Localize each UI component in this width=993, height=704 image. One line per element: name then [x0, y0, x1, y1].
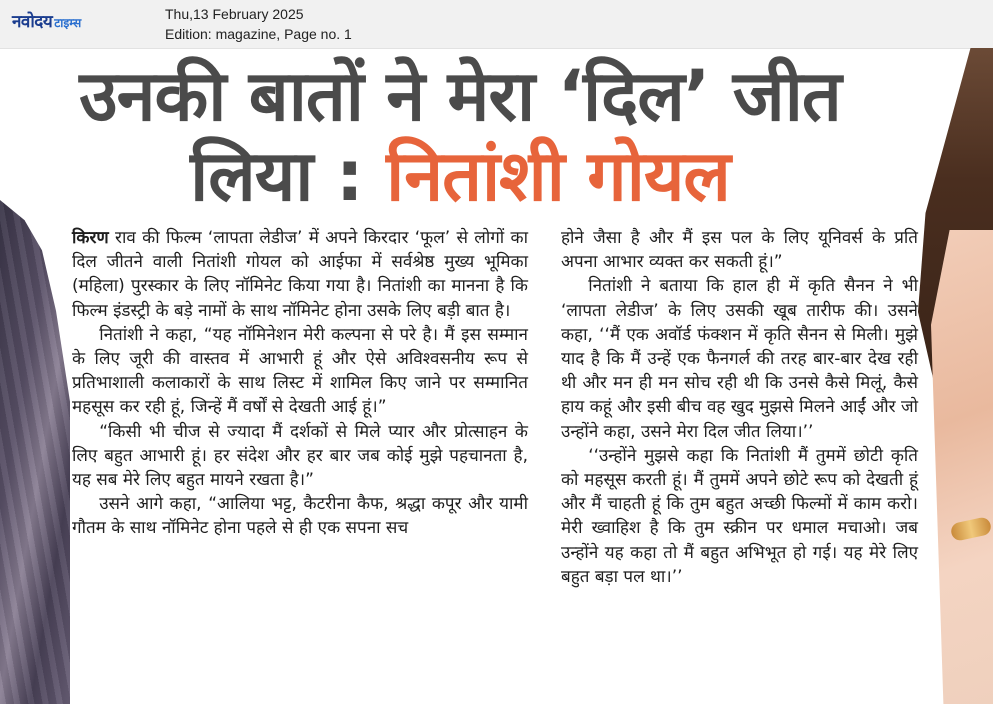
left-photo-fabric-folds [0, 200, 70, 704]
newspaper-logo[interactable] [12, 9, 81, 31]
right-photo-hand [931, 230, 993, 704]
paragraph-4: उसने आगे कहा, “आलिया भट्ट, कैटरीना कैफ, श्रद्धा कपूर और यामी गौतम के साथ नॉमिनेट होना पहले से ही एक सपना सच [72, 494, 528, 539]
edition-page: Edition: magazine, Page no. 1 [165, 26, 352, 42]
top-bar [0, 0, 993, 49]
headline-line2-prefix: लिया : [190, 135, 387, 217]
edition-info [165, 4, 352, 44]
edition-date: Thu,13 February 2025 [165, 6, 304, 22]
logo-main-text: नवोदय [12, 12, 53, 32]
article-column-left [72, 226, 528, 541]
headline-accent-name: नितांशी गोयल [386, 135, 730, 217]
paragraph-6: नितांशी ने बताया कि हाल ही में कृति सैनन ने भी ‘लापता लेडीज’ के लिए उसकी खूब तारीफ की। उसने कहा, ‘‘मैं एक अवॉर्ड फंक्शन में कृति सैनन से मिली। मुझे याद है कि मैं उन्हें एक फैनगर्ल की तरह बार-बार देख रही थी और मन ही मन सोच रही थी कि उनसे कैसे मिलूं, कैसे हाय कहूं और इसी बीच वह खुद मुझसे मिलने आईं और जो उन्होंने कहा, उसने मेरा दिल जीत लिया।’’ [561, 276, 918, 442]
headline-line1: उनकी बातों ने मेरा ‘दिल’ जीत [79, 55, 841, 137]
headline-line2 [0, 136, 920, 216]
paragraph-2: नितांशी ने कहा, “यह नॉमिनेशन मेरी कल्पना से परे है। मैं इस सम्मान के लिए जूरी की वास्तव में आभारी हूं और ऐसे अविश्वसनीय रूप से प्रतिभाशाली कलाकारों के साथ लिस्ट में शामिल किए जाने पर सम्मानित महसूस कर रही हूं, जिन्हें मैं वर्षों से देखती आई हूं।” [72, 324, 528, 418]
paragraph-7: ‘‘उन्होंने मुझसे कहा कि नितांशी मैं तुममें छोटी कृति को महसूस करती हूं। मैं तुममें अपने छोटे रूप को देखती हूं और मैं चाहती हूं कि तुम बहुत अच्छी फिल्मों में काम करो। मेरी ख्वाहिश है कि तुम स्क्रीन पर धमाल मचाओ। जब उन्होंने यह कहा तो मैं बहुत अभिभूत हो गई। यह मेरे लिए बहुत बड़ा पल था।’’ [561, 445, 918, 587]
paragraph-1-text: राव की फिल्म ‘लापता लेडीज’ में अपने किरदार ‘फूल’ से लोगों का दिल जीतने वाली नितांशी गोयल को आईफा में सर्वश्रेष्ठ मुख्य भूमिका (महिला) पुरस्कार के लिए नॉमिनेट किया गया है। नितांशी का मानना है कि फिल्म इंडस्ट्री के बड़े नामों के साथ नॉमिनेट होना उसके लिए बड़ी बात है। [72, 228, 528, 321]
article-headline [0, 56, 920, 216]
paragraph-5: होने जैसा है और मैं इस पल के लिए यूनिवर्स के प्रति अपना आभार व्यक्त कर सकती हूं।” [561, 228, 918, 273]
paragraph-1 [72, 226, 528, 323]
article-column-right [561, 226, 918, 589]
lead-word: किरण [72, 228, 109, 248]
paragraph-3: “किसी भी चीज से ज्यादा मैं दर्शकों से मिले प्यार और प्रोत्साहन के लिए बहुत आभारी हूं। हर संदेश और हर बार जब कोई मुझे पहचानता है, यह सब मेरे लिए बहुत मायने रखता है।” [72, 421, 528, 491]
logo-sub-text: टाइम्स [54, 16, 82, 30]
